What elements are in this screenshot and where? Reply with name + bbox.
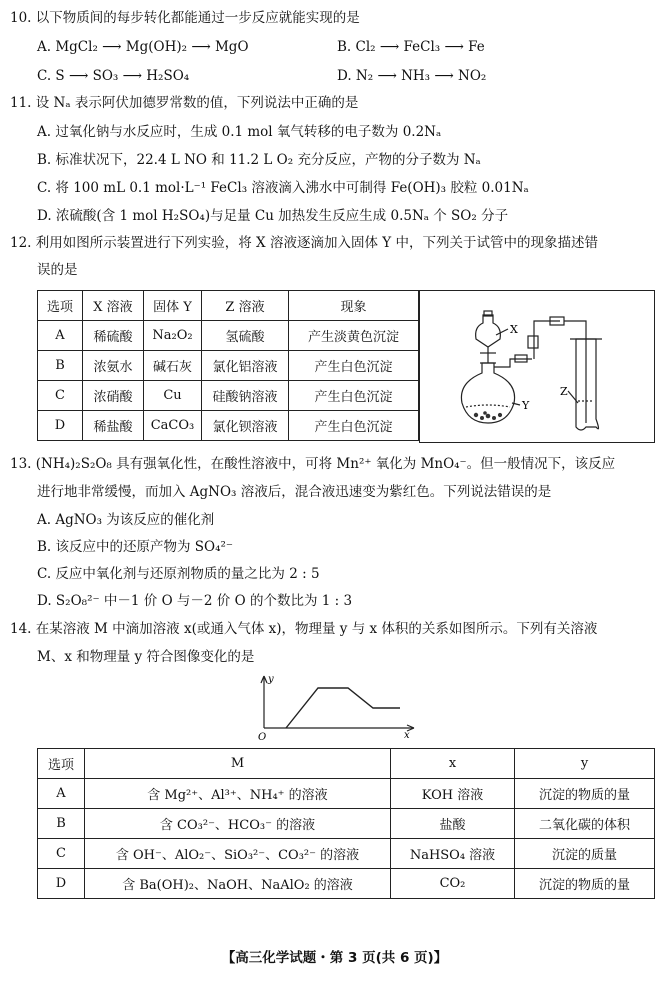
table-cell: B: [38, 351, 83, 381]
table-cell: 二氧化碳的体积: [515, 809, 655, 839]
table-cell: CO₂: [391, 869, 515, 899]
table-header-cell: 固体 Y: [144, 291, 202, 321]
q11-stem: 11. 设 Nₐ 表示阿伏加德罗常数的值，下列说法中正确的是: [10, 95, 359, 111]
table-cell: C: [38, 839, 85, 869]
q13-stem-line1: 13. (NH₄)₂S₂O₈ 具有强氧化性，在酸性溶液中，可将 Mn²⁺ 氧化为 MnO₄⁻。但一般情况下，该反应: [10, 456, 616, 472]
table-cell: 浓硝酸: [83, 381, 144, 411]
table-header-cell: y: [515, 749, 655, 779]
table-header-row: [38, 291, 419, 321]
graph-label-origin: O: [258, 732, 267, 742]
q13-stem-line2: 进行地非常缓慢，而加入 AgNO₃ 溶液后，混合液迅速变为紫红色。下列说法错误的是: [37, 484, 552, 500]
q10-option-d: D. N₂ ⟶ NH₃ ⟶ NO₂: [337, 68, 487, 84]
q10-option-a: A. MgCl₂ ⟶ Mg(OH)₂ ⟶ MgO: [37, 39, 249, 55]
table-cell: 含 OH⁻、AlO₂⁻、SiO₃²⁻、CO₃²⁻ 的溶液: [85, 839, 391, 869]
q14-table: [37, 748, 655, 899]
table-row: [38, 779, 655, 809]
table-header-cell: 选项: [38, 291, 83, 321]
table-cell: B: [38, 809, 85, 839]
table-cell: 稀硫酸: [83, 321, 144, 351]
q13-option-c: C. 反应中氧化剂与还原剂物质的量之比为 2 : 5: [37, 566, 320, 582]
table-cell: 硅酸钠溶液: [202, 381, 289, 411]
q11-option-c: C. 将 100 mL 0.1 mol·L⁻¹ FeCl₃ 溶液滴入沸水中可制得 Fe(OH)₃ 胶粒 0.01Nₐ: [37, 180, 529, 196]
table-cell: A: [38, 779, 85, 809]
page-footer: 【高三化学试题・第 3 页(共 6 页)】: [221, 950, 448, 966]
table-cell: 沉淀的物质的量: [515, 779, 655, 809]
table-cell: CaCO₃: [144, 411, 202, 441]
q11-option-a: A. 过氧化钠与水反应时，生成 0.1 mol 氧气转移的电子数为 0.2Nₐ: [37, 124, 442, 140]
table-row: [38, 411, 419, 441]
table-header-cell: 选项: [38, 749, 85, 779]
table-cell: 沉淀的质量: [515, 839, 655, 869]
apparatus-diagram: [420, 291, 654, 442]
table-row: [38, 381, 419, 411]
table-row: [38, 809, 655, 839]
table-cell: Cu: [144, 381, 202, 411]
table-header-row: [38, 749, 655, 779]
apparatus-label-y: Y: [522, 399, 530, 412]
apparatus-label-x: X: [510, 323, 518, 336]
table-header-cell: Z 溶液: [202, 291, 289, 321]
q10-stem: 10. 以下物质间的每步转化都能通过一步反应就能实现的是: [10, 10, 360, 26]
table-cell: 浓氨水: [83, 351, 144, 381]
table-row: [38, 351, 419, 381]
table-cell: Na₂O₂: [144, 321, 202, 351]
q12-stem-line1: 12. 利用如图所示装置进行下列实验，将 X 溶液逐滴加入固体 Y 中，下列关于试管中的现象描述错: [10, 235, 598, 251]
table-cell: C: [38, 381, 83, 411]
table-cell: 含 Ba(OH)₂、NaOH、NaAlO₂ 的溶液: [85, 869, 391, 899]
apparatus-label-z: Z: [560, 385, 568, 398]
table-cell: 含 CO₃²⁻、HCO₃⁻ 的溶液: [85, 809, 391, 839]
table-cell: D: [38, 411, 83, 441]
table-header-cell: X 溶液: [83, 291, 144, 321]
q13-option-d: D. S₂O₈²⁻ 中－1 价 O 与－2 价 O 的个数比为 1 : 3: [37, 593, 353, 609]
q11-option-d: D. 浓硫酸(含 1 mol H₂SO₄)与足量 Cu 加热发生反应生成 0.5Nₐ 个 SO₂ 分子: [37, 208, 509, 224]
table-cell: 盐酸: [391, 809, 515, 839]
q10-option-b: B. Cl₂ ⟶ FeCl₃ ⟶ Fe: [337, 39, 485, 55]
table-cell: 碱石灰: [144, 351, 202, 381]
q13-option-b: B. 该反应中的还原产物为 SO₄²⁻: [37, 539, 234, 555]
table-header-cell: x: [391, 749, 515, 779]
q12-table: [37, 290, 419, 441]
table-header-cell: M: [85, 749, 391, 779]
q10-option-c: C. S ⟶ SO₃ ⟶ H₂SO₄: [37, 68, 190, 84]
graph-label-x: x: [404, 730, 410, 741]
q12-stem-line2: 误的是: [37, 262, 78, 278]
table-row: [38, 321, 419, 351]
table-cell: D: [38, 869, 85, 899]
table-cell: 氢硫酸: [202, 321, 289, 351]
q14-graph: [252, 672, 422, 742]
apparatus-frame: [419, 290, 655, 443]
q11-option-b: B. 标准状况下，22.4 L NO 和 11.2 L O₂ 充分反应，产物的分子数为 Nₐ: [37, 152, 481, 168]
table-cell: 产生白色沉淀: [289, 411, 419, 441]
table-row: [38, 869, 655, 899]
table-cell: 氯化铝溶液: [202, 351, 289, 381]
table-header-cell: 现象: [289, 291, 419, 321]
table-cell: 稀盐酸: [83, 411, 144, 441]
table-cell: A: [38, 321, 83, 351]
table-row: [38, 839, 655, 869]
table-cell: 氯化钡溶液: [202, 411, 289, 441]
table-cell: KOH 溶液: [391, 779, 515, 809]
table-cell: 产生白色沉淀: [289, 381, 419, 411]
graph-label-y: y: [268, 674, 274, 685]
table-cell: NaHSO₄ 溶液: [391, 839, 515, 869]
table-cell: 产生白色沉淀: [289, 351, 419, 381]
table-cell: 产生淡黄色沉淀: [289, 321, 419, 351]
table-cell: 含 Mg²⁺、Al³⁺、NH₄⁺ 的溶液: [85, 779, 391, 809]
table-cell: 沉淀的物质的量: [515, 869, 655, 899]
q13-option-a: A. AgNO₃ 为该反应的催化剂: [37, 512, 215, 528]
q14-stem-line2: M、x 和物理量 y 符合图像变化的是: [37, 649, 255, 665]
q14-stem-line1: 14. 在某溶液 M 中滴加溶液 x(或通入气体 x)，物理量 y 与 x 体积的关系如图所示。下列有关溶液: [10, 621, 598, 637]
